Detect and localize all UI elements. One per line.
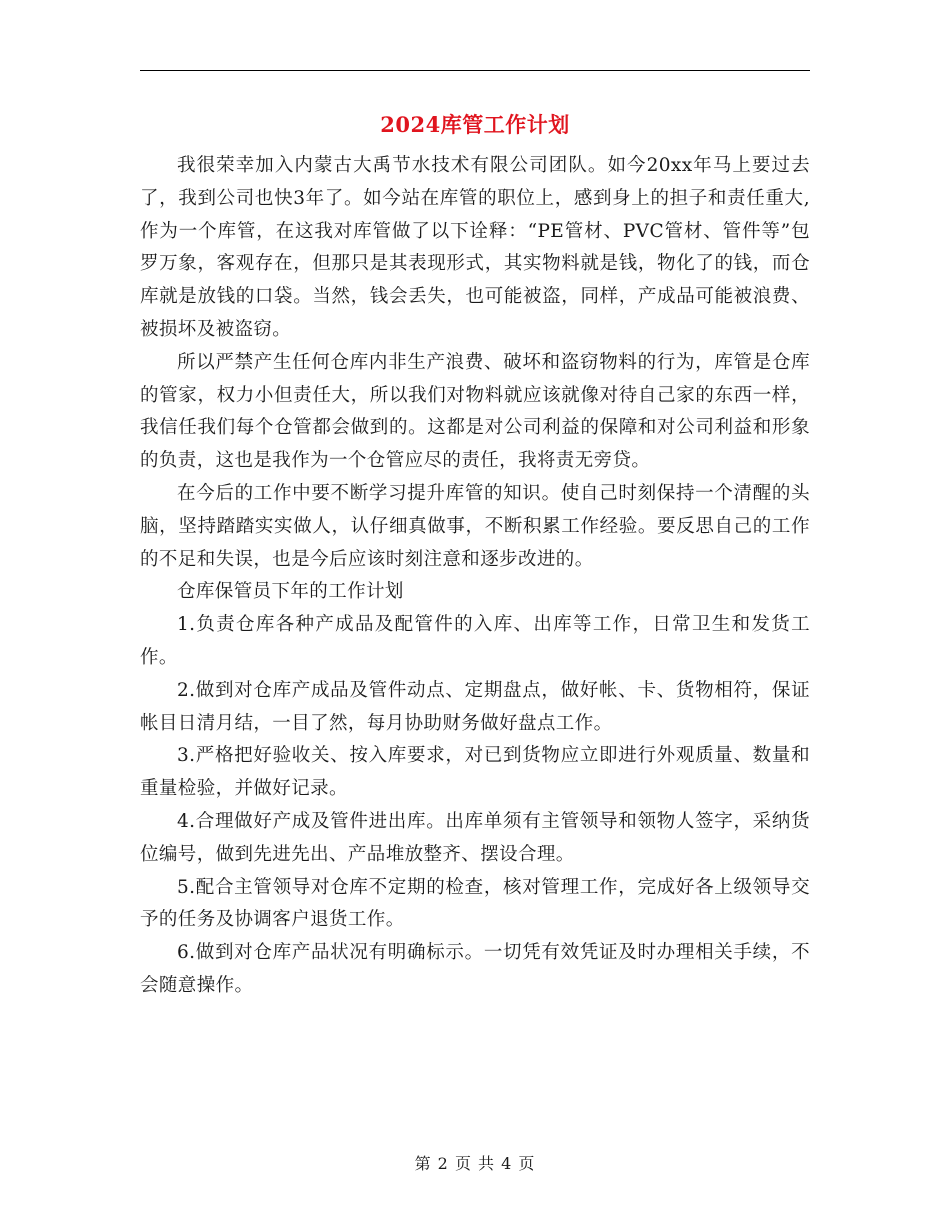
page-number-footer: 第 2 页 共 4 页 [414, 1154, 536, 1173]
paragraph-intro: 我很荣幸加入内蒙古大禹节水技术有限公司团队。如今20xx年马上要过去了，我到公司也快3年了。如今站在库管的职位上，感到身上的担子和责任重大,作为一个库管，在这我对库管做了以下诠释：“PE管材、PVC管材、管件等”包罗万象，客观存在，但那只是其表现形式，其实物料就是钱，物化了的钱，而仓库就是放钱的口袋。当然，钱会丢失，也可能被盗，同样，产成品可能被浪费、被损坏及被盗窃。 [140, 155, 810, 340]
plan-item-6: 6.做到对仓库产品状况有明确标示。一切凭有效凭证及时办理相关手续，不会随意操作。 [140, 942, 810, 996]
plan-item-5: 5.配合主管领导对仓库不定期的检查，核对管理工作，完成好各上级领导交予的任务及协调客户退货工作。 [140, 876, 810, 931]
paragraph-learning: 在今后的工作中要不断学习提升库管的知识。使自己时刻保持一个清醒的头脑，坚持踏踏实实做人，认仔细真做事，不断积累工作经验。要反思自己的工作的不足和失误，也是今后应该时刻注意和逐步改进的。 [140, 482, 810, 570]
plan-item-1: 1.负责仓库各种产成品及配管件的入库、出库等工作，日常卫生和发货工作。 [140, 614, 810, 668]
paragraph-plan-heading: 仓库保管员下年的工作计划 [177, 581, 404, 603]
document-body [140, 150, 810, 1003]
plan-item-3: 3.严格把好验收关、按入库要求，对已到货物应立即进行外观质量、数量和重量检验，并做好记录。 [140, 745, 810, 800]
document-title: 2024库管工作计划 [380, 112, 570, 137]
plan-item-4: 4.合理做好产成及管件进出库。出库单须有主管领导和领物人签字，采纳货位编号，做到先进先出、产品堆放整齐、摆设合理。 [140, 810, 810, 865]
header-rule [140, 70, 810, 71]
plan-item-2: 2.做到对仓库产成品及管件动点、定期盘点，做好帐、卡、货物相符，保证帐目日清月结，一目了然，每月协助财务做好盘点工作。 [140, 679, 810, 734]
paragraph-responsibility: 所以严禁产生任何仓库内非生产浪费、破坏和盗窃物料的行为，库管是仓库的管家，权力小但责任大，所以我们对物料就应该就像对待自己家的东西一样，我信任我们每个仓管都会做到的。这都是对公司利益的保障和对公司利益和形象的负责，这也是我作为一个仓管应尽的责任，我将责无旁贷。 [140, 351, 810, 472]
